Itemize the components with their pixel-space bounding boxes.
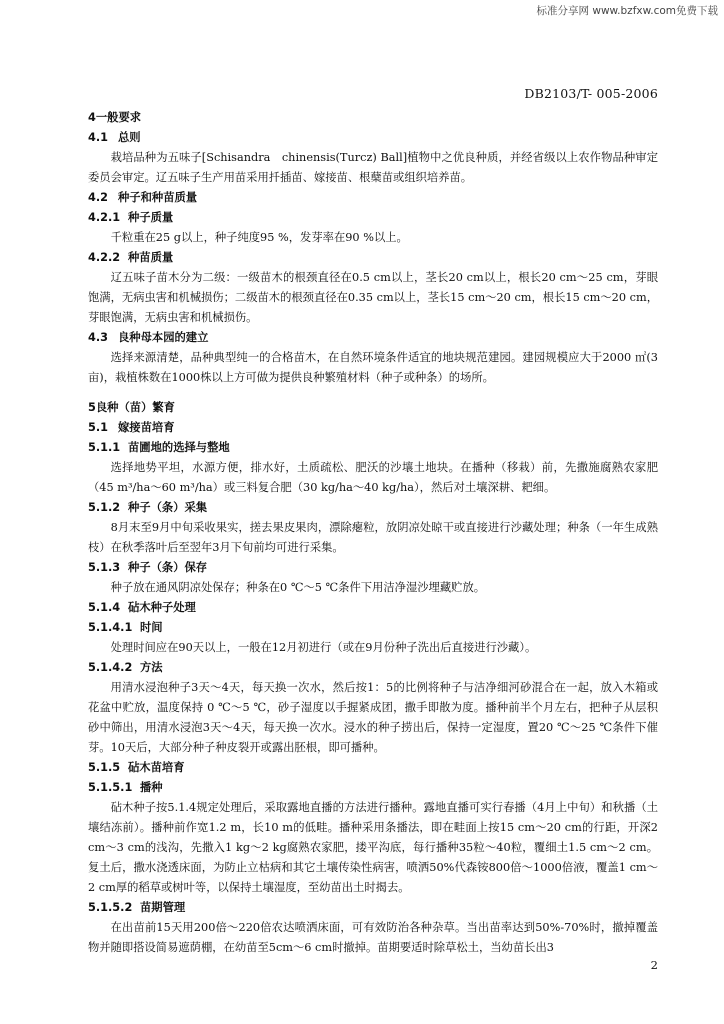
heading-title: 嫁接苗培育	[118, 421, 175, 434]
subsection-heading	[88, 778, 658, 798]
heading-number: 4.1	[88, 131, 109, 144]
heading-number: 5.1.5.2	[88, 901, 133, 914]
subsection-heading	[88, 558, 658, 578]
heading-number: 5.1.5.1	[88, 781, 133, 794]
heading-title: 砧木种子处理	[128, 601, 196, 614]
watermark: 标准分享网 www.bzfxw.com免费下载	[536, 5, 718, 17]
subsection-heading	[88, 208, 658, 228]
heading-title: 良种（苗）繁育	[95, 401, 175, 414]
subsection-heading	[88, 418, 658, 438]
paragraph: 选择地势平坦，水源方便，排水好，土质疏松、肥沃的沙壤土地块。在播种（移栽）前，先撒施腐熟农家肥（45 m³/ha～60 m³/ha）或三料复合肥（30 kg/ha～40 kg/ha），然后对土壤深耕、耙细。	[88, 461, 658, 494]
paragraph: 辽五味子苗木分为二级：一级苗木的根颈直径在0.5 cm以上，茎长20 cm以上，根长20 cm～25 cm，芽眼饱满，无病虫害和机械损伤；二级苗木的根颈直径在0.35 cm以上，茎长15 cm～20 cm，根长15 cm～20 cm，芽眼饱满，无病虫害和机械损伤。	[88, 271, 658, 324]
heading-title: 砧木苗培育	[128, 761, 185, 774]
subsection-heading	[88, 758, 658, 778]
paragraph: 处理时间应在90天以上，一般在12月初进行（或在9月份种子洗出后直接进行沙藏）。	[110, 641, 537, 654]
paragraph: 在出苗前15天用200倍～220倍农达喷洒床面，可有效防治各种杂草。当出苗率达到50%-70%时，撤掉覆盖物并随即搭设简易遮荫棚，在幼苗至5cm～6 cm时撤掉。苗期要适时除草松土，当幼苗长出3	[88, 921, 658, 954]
document-body	[88, 108, 658, 958]
subsection-heading	[88, 898, 658, 918]
subsection-heading	[88, 128, 658, 148]
heading-number: 4	[88, 111, 96, 124]
heading-number: 4.2.2	[88, 251, 121, 264]
heading-number: 5.1.4.1	[88, 621, 133, 634]
paragraph: 选择来源清楚，品种典型纯一的合格苗木，在自然环境条件适宜的地块规范建园。建园规模应大于2000 ㎡(3亩)，栽植株数在1000株以上方可做为提供良种繁殖材料（种子或种条）的场所。	[88, 351, 658, 384]
paragraph: 千粒重在25 g以上，种子纯度95 %，发芽率在90 %以上。	[110, 231, 408, 244]
heading-title: 播种	[140, 781, 163, 794]
document-number: DB2103/T- 005-2006	[524, 86, 658, 101]
heading-title: 苗圃地的选择与整地	[128, 441, 230, 454]
heading-title: 方法	[140, 661, 163, 674]
heading-number: 5.1.1	[88, 441, 121, 454]
subsection-heading	[88, 598, 658, 618]
heading-title: 种子质量	[128, 211, 174, 224]
section-heading	[88, 108, 658, 128]
heading-number: 4.3	[88, 331, 109, 344]
subsection-heading	[88, 188, 658, 208]
heading-number: 5	[88, 401, 96, 414]
subsection-heading	[88, 658, 658, 678]
heading-title: 种子（条）保存	[128, 561, 208, 574]
heading-number: 4.2.1	[88, 211, 121, 224]
subsection-heading	[88, 618, 658, 638]
heading-title: 种子（条）采集	[128, 501, 208, 514]
heading-number: 5.1.4	[88, 601, 121, 614]
heading-title: 一般要求	[95, 111, 142, 124]
subsection-heading	[88, 438, 658, 458]
section-heading	[88, 398, 658, 418]
paragraph: 种子放在通风阴凉处保存；种条在0 ℃～5 ℃条件下用洁净湿沙埋藏贮放。	[110, 581, 486, 594]
heading-number: 5.1.2	[88, 501, 121, 514]
heading-title: 良种母本园的建立	[118, 331, 209, 344]
heading-title: 种子和种苗质量	[118, 191, 198, 204]
heading-number: 5.1	[88, 421, 109, 434]
heading-title: 时间	[140, 621, 163, 634]
paragraph: 用清水浸泡种子3天～4天，每天换一次水，然后按1：5的比例将种子与洁净细河砂混合在一起，放入木箱或花盆中贮放，温度保持 0 ℃～5 ℃，砂子湿度以手握紧成团，撒手即散为度。播种前半个月左右，把种子从层积砂中筛出，用清水浸泡3天～4天，每天换一次水。浸水的种子捞出后，保持一定湿度，置20 ℃～25 ℃条件下催芽。10天后，大部分种子种皮裂开或露出胚根，即可播种。	[88, 681, 658, 754]
paragraph: 砧木种子按5.1.4规定处理后，采取露地直播的方法进行播种。露地直播可实行春播（4月上中旬）和秋播（土壤结冻前）。播种前作宽1.2 m，长10 m的低畦。播种采用条播法，即在畦面上按15 cm～20 cm的行距，开深2 cm～3 cm的浅沟，先撒入1 kg～2 kg腐熟农家肥，搂平沟底，每行播种35粒～40粒，覆细土1.5 cm～2 cm。复土后，撒水浇透床面，为防止立枯病和其它土壤传染性病害，喷洒50%代森铵800倍～1000倍液，覆盖1 cm～2 cm厚的稻草或树叶等，以保持土壤湿度，至幼苗出土时揭去。	[88, 801, 658, 894]
heading-title: 总则	[118, 131, 141, 144]
heading-title: 苗期管理	[140, 901, 186, 914]
heading-title: 种苗质量	[128, 251, 174, 264]
paragraph: 8月末至9月中旬采收果实，搓去果皮果肉，漂除瘪粒，放阴凉处晾干或直接进行沙藏处理；种条（一年生成熟枝）在秋季落叶后至翌年3月下旬前均可进行采集。	[88, 521, 658, 554]
paragraph: 栽培品种为五味子[Schisandra chinensis(Turcz) Ball]植物中之优良种质，并经省级以上农作物品种审定委员会审定。辽五味子生产用苗采用扦插苗、嫁接苗、根蘖苗或组织培养苗。	[88, 151, 658, 184]
heading-number: 5.1.3	[88, 561, 121, 574]
page-number: 2	[650, 958, 658, 972]
heading-number: 5.1.5	[88, 761, 121, 774]
subsection-heading	[88, 498, 658, 518]
heading-number: 5.1.4.2	[88, 661, 133, 674]
subsection-heading	[88, 248, 658, 268]
subsection-heading	[88, 328, 658, 348]
heading-number: 4.2	[88, 191, 109, 204]
